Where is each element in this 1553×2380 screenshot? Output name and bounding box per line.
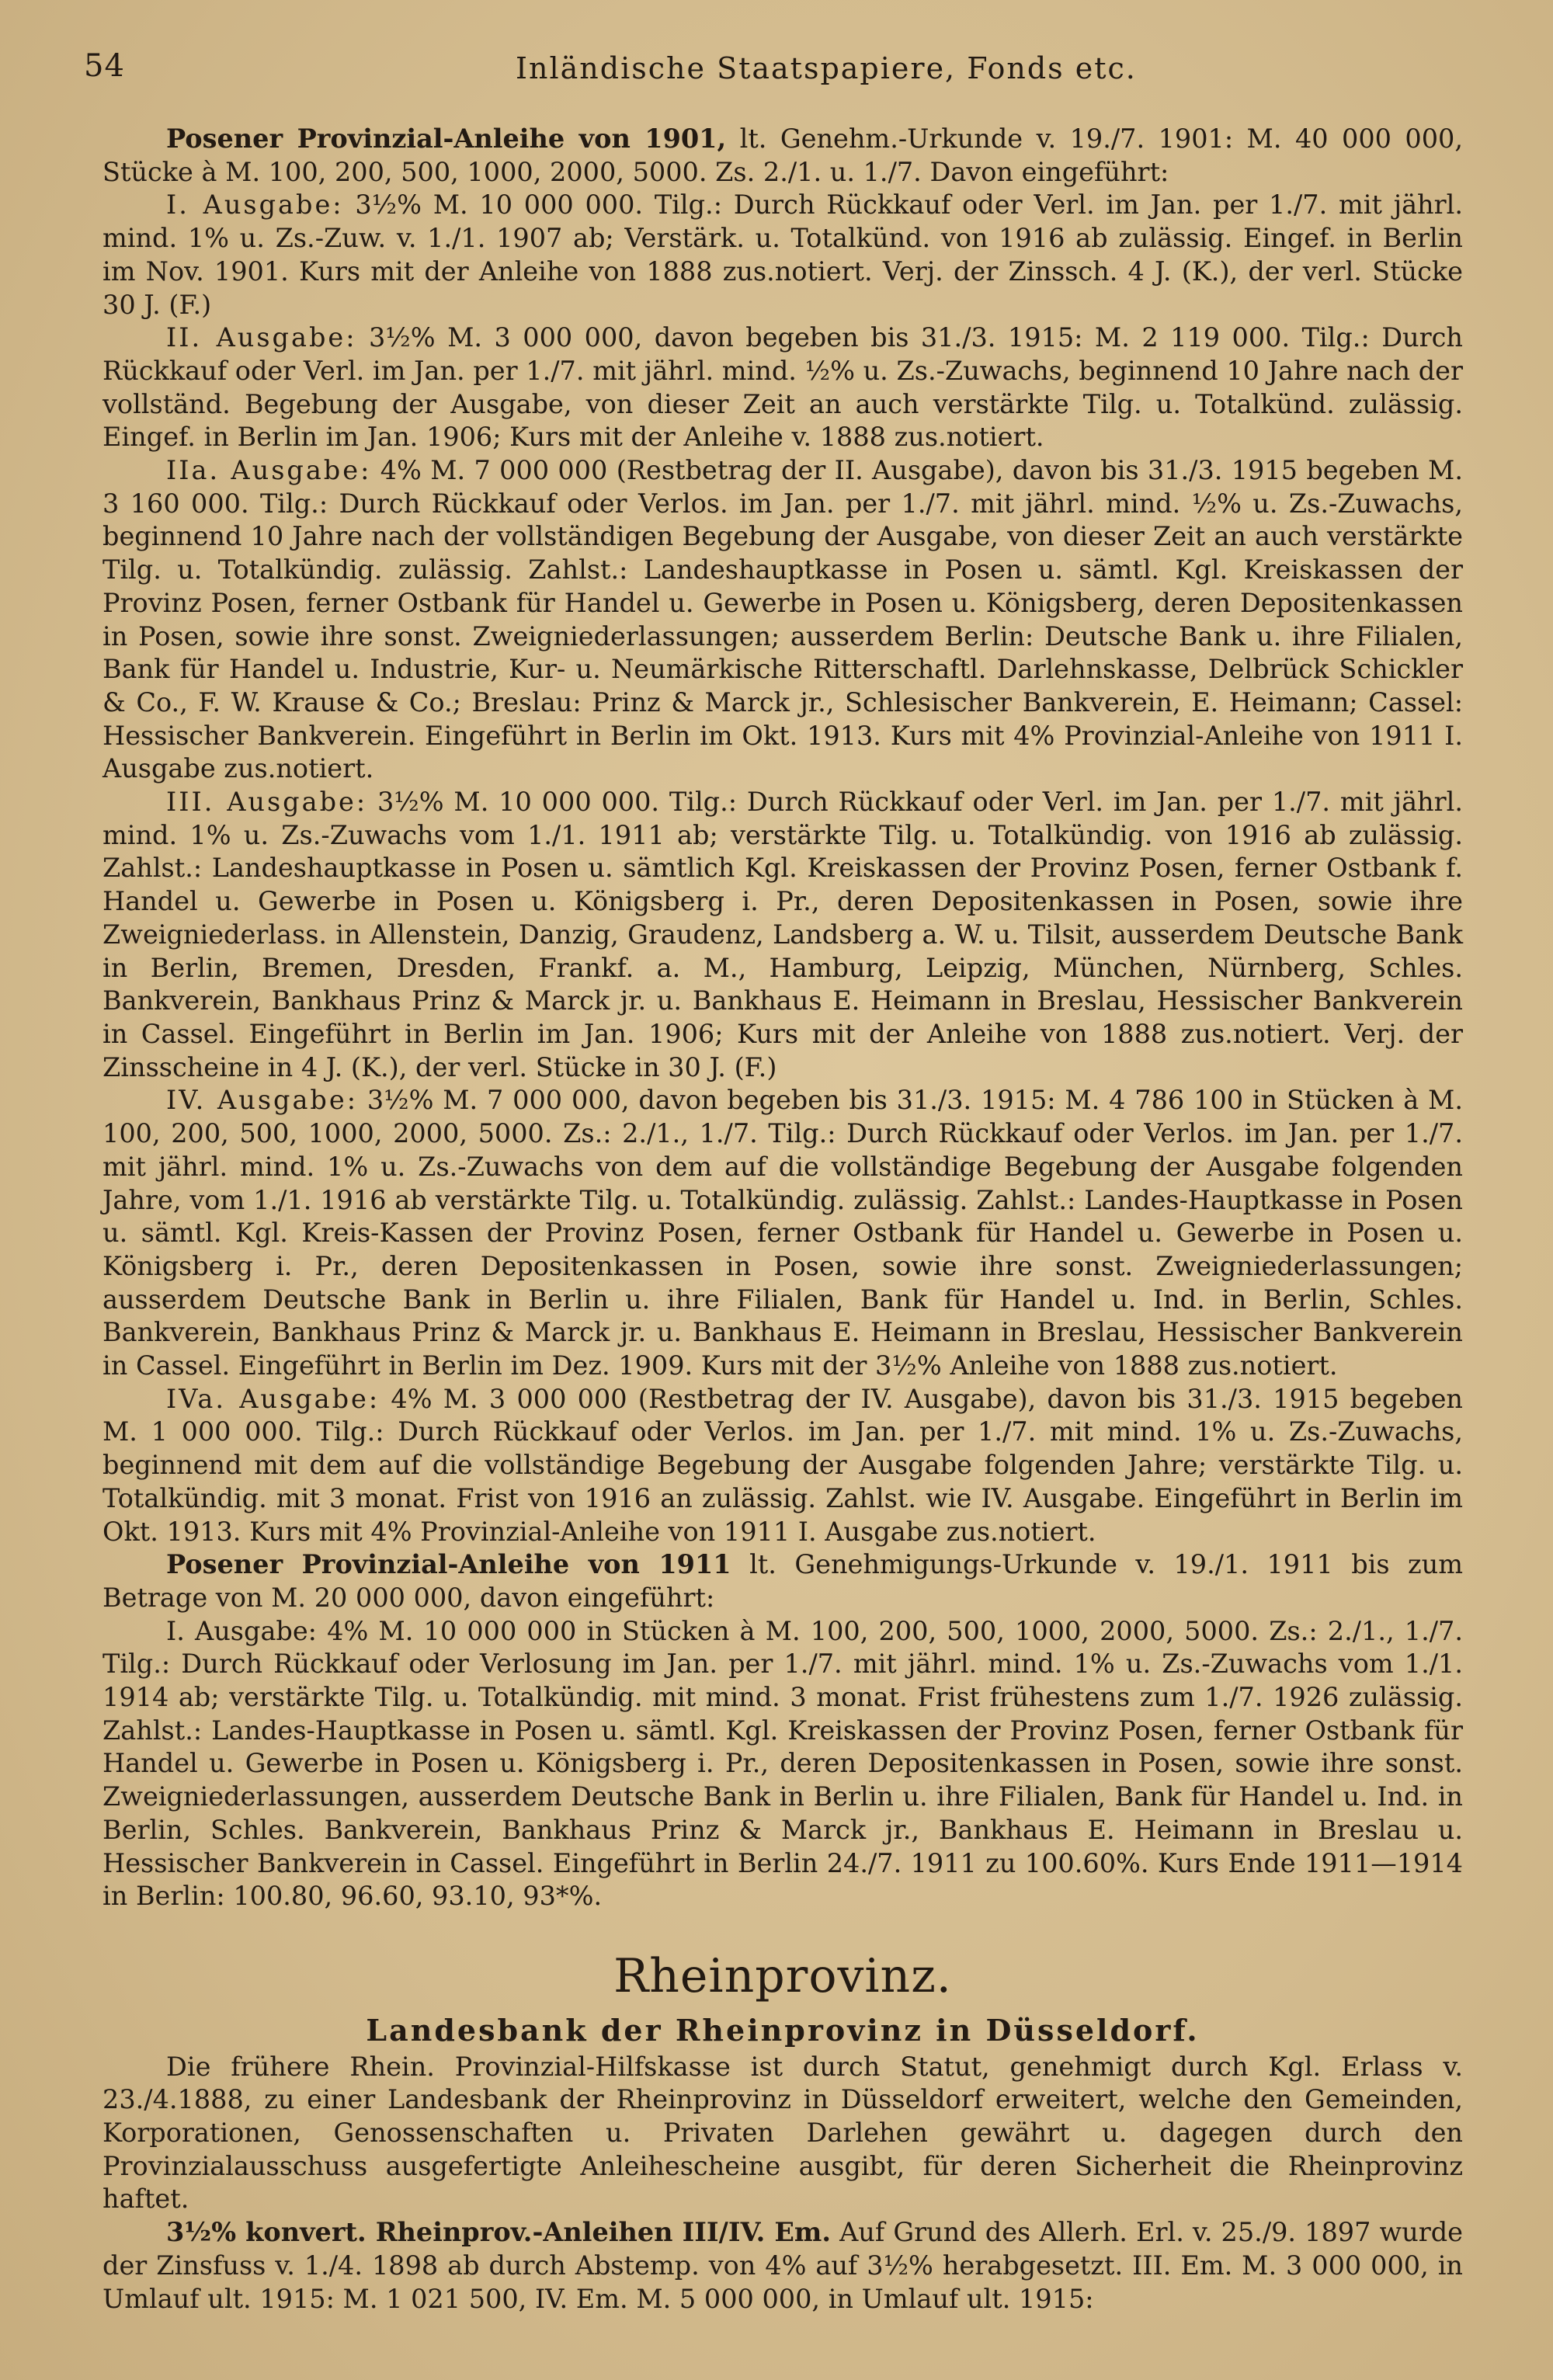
posen-1901-issue-4: IV. Ausgabe: 3½% M. 7 000 000, davon begeben bis 31./3. 1915: M. 4 786 100 in Stücken à M. 100, 200, 500, 1000, 2000, 5000. Zs.: 2./1., 1./7. Tilg.: Durch Rückkauf oder Verlos. im Jan. per 1./7. mit jährl. mind. 1% u. Zs.-Zuwachs von dem auf die vollständige Begebung der Ausgabe folgenden Jahre, vom 1./1. 1916 ab verstärkte Tilg. u. Totalkündig. zulässig. Zahlst.: Landes-Hauptkasse in Posen u. sämtl. Kgl. Kreis-Kassen der Provinz Posen, ferner Ostbank für Handel u. Gewerbe in Posen u. Königsberg i. Pr., deren Depositenkassen in Posen, sowie ihre sonst. Zweigniederlassungen; ausserdem Deutsche Bank in Berlin u. ihre Filialen, Bank für Handel u. Ind. in Berlin, Schles. Bankverein, Bankhaus Prinz & Marck jr. u. Bankhaus E. Heimann in Breslau, Hessischer Bankverein in Cassel. Eingeführt in Berlin im Dez. 1909. Kurs mit der 3½% Anleihe von 1888 zus.notiert. (102, 1085, 1463, 1381)
page-body (102, 123, 1463, 2316)
posen-1901-issue-2a: IIa. Ausgabe: 4% M. 7 000 000 (Restbetrag der II. Ausgabe), davon bis 31./3. 1915 begeben M. 3 160 000. Tilg.: Durch Rückkauf oder Verlos. im Jan. per 1./7. mit jährl. mind. ½% u. Zs.-Zuwachs, beginnend 10 Jahre nach der vollständigen Begebung der Ausgabe, von dieser Zeit an auch verstärkte Tilg. u. Totalkündig. zulässig. Zahlst.: Landeshauptkasse in Posen u. sämtl. Kgl. Kreiskassen der Provinz Posen, ferner Ostbank für Handel u. Gewerbe in Posen u. Königsberg, deren Depositenkassen in Posen, sowie ihre sonst. Zweigniederlassungen; ausserdem Berlin: Deutsche Bank u. ihre Filialen, Bank für Handel u. Industrie, Kur- u. Neumärkische Ritterschaftl. Darlehnskasse, Delbrück Schickler & Co., F. W. Krause & Co.; Breslau: Prinz & Marck jr., Schlesischer Bankverein, E. Heimann; Cassel: Hessischer Bankverein. Eingeführt in Berlin im Okt. 1913. Kurs mit 4% Provinzial-Anleihe von 1911 I. Ausgabe zus.notiert. (102, 455, 1464, 784)
posen-1911-intro: Posener Provinzial-Anleihe von 1911 lt. Genehmigungs-Urkunde v. 19./1. 1911 bis zum Betrage von M. 20 000 000, davon eingeführt: (102, 1549, 1464, 1613)
posen-1911-issue-1: I. Ausgabe: 4% M. 10 000 000 in Stücken à M. 100, 200, 500, 1000, 2000, 5000. Zs.: 2./1., 1./7. Tilg.: Durch Rückkauf oder Verlosung im Jan. per 1./7. mit jährl. mind. 1% u. Zs.-Zuwachs vom 1./1. 1914 ab; verstärkte Tilg. u. Totalkündig. mit mind. 3 monat. Frist frühestens zum 1./7. 1926 zulässig. Zahlst.: Landes-Hauptkasse in Posen u. sämtl. Kgl. Kreiskassen der Provinz Posen, ferner Ostbank für Handel u. Gewerbe in Posen u. Königsberg i. Pr., deren Depositenkassen in Posen, sowie ihre sonst. Zweigniederlassungen, ausserdem Deutsche Bank in Berlin u. ihre Filialen, Bank für Handel u. Ind. in Berlin, Schles. Bankverein, Bankhaus Prinz & Marck jr., Bankhaus E. Heimann in Breslau u. Hessischer Bankverein in Cassel. Eingeführt in Berlin 24./7. 1911 zu 100.60%. Kurs Ende 1911—1914 in Berlin: 100.80, 96.60, 93.10, 93*%. (102, 1615, 1463, 1912)
rheinprov-loan-title: 3½% konvert. Rheinprov.-Anleihen III/IV. Em. (166, 2217, 832, 2248)
posen-1901-issue-4a: IVa. Ausgabe: 4% M. 3 000 000 (Restbetrag der IV. Ausgabe), davon bis 31./3. 1915 begeben M. 1 000 000. Tilg.: Durch Rückkauf oder Verlos. im Jan. per 1./7. mit mind. 1% u. Zs.-Zuwachs, beginnend mit dem auf die vollständige Begebung der Ausgabe folgenden Jahre; verstärkte Tilg. u. Totalkündig. mit 3 monat. Frist von 1916 an zulässig. Zahlst. wie IV. Ausgabe. Eingeführt in Berlin im Okt. 1913. Kurs mit 4% Provinzial-Anleihe von 1911 I. Ausgabe zus.notiert. (102, 1383, 1463, 1547)
issue-label: IVa. Ausgabe: (166, 1383, 380, 1414)
section-heading-rheinprovinz: Rheinprovinz. (613, 1948, 952, 2003)
posen-1901-title: Posener Provinzial-Anleihe von 1901, (166, 123, 727, 154)
issue-label: III. Ausgabe: (166, 787, 368, 818)
running-header: Inländische Staatspapiere, Fonds etc. (516, 51, 1137, 85)
posen-1901-issue-2: II. Ausgabe: 3½% M. 3 000 000, davon begeben bis 31./3. 1915: M. 2 119 000. Tilg.: Durch Rückkauf oder Verl. im Jan. per 1./7. mit jährl. mind. ½% u. Zs.-Zuwachs, beginnend 10 Jahre nach der vollständ. Begebung der Ausgabe, von dieser Zeit an auch verstärkte Tilg. u. Totalkünd. zulässig. Eingef. in Berlin im Jan. 1906; Kurs mit der Anleihe v. 1888 zus.notiert. (102, 322, 1463, 453)
bank-heading: Landesbank der Rheinprovinz in Düsseldorf. (366, 2012, 1200, 2048)
page-number: 54 (84, 48, 125, 84)
posen-1901-issue-1: I. Ausgabe: 3½% M. 10 000 000. Tilg.: Durch Rückkauf oder Verl. im Jan. per 1./7. mit jährl. mind. 1% u. Zs.-Zuw. v. 1./1. 1907 ab; Verstärk. u. Totalkünd. von 1916 ab zulässig. Eingef. in Berlin im Nov. 1901. Kurs mit der Anleihe von 1888 zus.notiert. Verj. der Zinssch. 4 J. (K.), der verl. Stücke 30 J. (F.) (102, 189, 1464, 320)
posen-1911-title: Posener Provinzial-Anleihe von 1911 (166, 1549, 731, 1580)
issue-label: I. Ausgabe: (166, 189, 344, 221)
posen-1901-issue-3: III. Ausgabe: 3½% M. 10 000 000. Tilg.: Durch Rückkauf oder Verl. im Jan. per 1./7. mit jährl. mind. 1% u. Zs.-Zuwachs vom 1./1. 1911 ab; verstärkte Tilg. u. Totalkündig. von 1916 ab zulässig. Zahlst.: Landeshauptkasse in Posen u. sämtlich Kgl. Kreiskassen der Provinz Posen, ferner Ostbank f. Handel u. Gewerbe in Posen u. Königsberg i. Pr., deren Depositenkassen in Posen, sowie ihre Zweigniederlass. in Allenstein, Danzig, Graudenz, Landsberg a. W. u. Tilsit, ausserdem Deutsche Bank in Berlin, Bremen, Dresden, Frankf. a. M., Hamburg, Leipzig, München, Nürnberg, Schles. Bankverein, Bankhaus Prinz & Marck jr. u. Bankhaus E. Heimann in Breslau, Hessischer Bankverein in Cassel. Eingeführt in Berlin im Jan. 1906; Kurs mit der Anleihe von 1888 zus.notiert. Verj. der Zinsscheine in 4 J. (K.), der verl. Stücke in 30 J. (F.) (102, 787, 1463, 1082)
posen-1901-intro: Posener Provinzial-Anleihe von 1901, lt. Genehm.-Urkunde v. 19./7. 1901: M. 40 000 000, Stücke à M. 100, 200, 500, 1000, 2000, 5000. Zs. 2./1. u. 1./7. Davon eingeführt: (102, 123, 1463, 187)
bank-description: Die frühere Rhein. Provinzial-Hilfskasse ist durch Statut, genehmigt durch Kgl. Erlass v. 23./4.1888, zu einer Landesbank der Rheinprovinz in Düsseldorf erweitert, welche den Gemeinden, Korporationen, Genossenschaften u. Privaten Darlehen gewährt u. dagegen durch den Provinzialausschuss ausgefertigte Anleihescheine ausgibt, für deren Sicherheit die Rheinprovinz haftet. (102, 2051, 1463, 2215)
rheinprov-loan-entry: 3½% konvert. Rheinprov.-Anleihen III/IV. Em. Auf Grund des Allerh. Erl. v. 25./9. 1897 wurde der Zinsfuss v. 1./4. 1898 ab durch Abstemp. von 4% auf 3½% herabgesetzt. III. Em. M. 3 000 000, in Umlauf ult. 1915: M. 1 021 500, IV. Em. M. 5 000 000, in Umlauf ult. 1915: (102, 2217, 1463, 2314)
issue-label: IIa. Ausgabe: (166, 455, 372, 486)
issue-label: IV. Ausgabe: (166, 1085, 358, 1116)
issue-label: II. Ausgabe: (166, 322, 357, 353)
